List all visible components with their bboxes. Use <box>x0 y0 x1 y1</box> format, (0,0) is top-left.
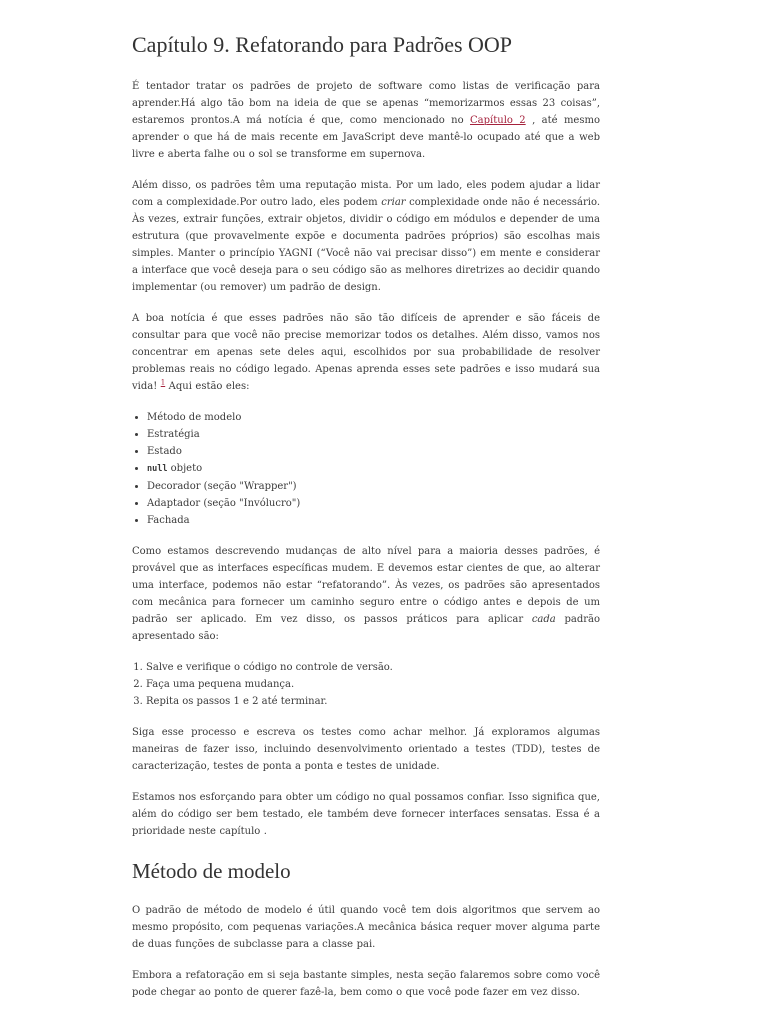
paragraph-reputation <box>132 177 600 296</box>
paragraph-text: Como estamos descrevendo mudanças de alto nível para a maioria desses padrões, é provável que as interfaces específicas mudem. E devemos estar cientes de que, ao alterar uma interface, podemos não estar “refatorando”. Às vezes, os padrões são apresentados com mecânica para fornecer um caminho seguro entre o código antes e depois de um padrão ser aplicado. Em vez disso, os passos práticos para aplicar <box>132 546 600 625</box>
emphasis-text: cada <box>531 614 556 625</box>
emphasis-text: criar <box>381 197 406 208</box>
paragraph-text: padrão apresentado são: <box>132 614 600 642</box>
paragraph-priority: Estamos nos esforçando para obter um código no qual possamos confiar. Isso significa que, além do código ser bem testado, ele também deve fornecer interfaces sensatas. Essa é a prioridade neste capítulo . <box>132 792 600 837</box>
paragraph-good-news <box>132 310 600 395</box>
list-item: • Estado <box>147 443 600 460</box>
chapter-title: Capítulo 9. Refatorando para Padrões OOP <box>132 32 513 57</box>
list-item: 3. Repita os passos 1 e 2 até terminar. <box>146 693 600 710</box>
section-title: Método de modelo <box>132 859 291 883</box>
paragraph-tests: Siga esse processo e escreva os testes como achar melhor. Já exploramos algumas maneiras de fazer isso, incluindo desenvolvimento orientado a testes (TDD), testes de caracterização, testes de ponta a ponta e testes de unidade. <box>132 727 600 772</box>
list-item: • Método de modelo <box>147 409 600 426</box>
steps-list <box>132 659 600 710</box>
paragraph-refactoring: Embora a refatoração em si seja bastante simples, nesta seção falaremos sobre como você pode chegar ao ponto de querer fazê-la, bem como o que você pode fazer em vez disso. <box>132 970 600 998</box>
chapter-2-link[interactable]: Capítulo 2 <box>470 115 526 126</box>
paragraph-text: Além disso, os padrões têm uma reputação mista. Por um lado, eles podem ajudar a lidar com a complexidade.Por outro lado, eles podem <box>132 180 600 208</box>
paragraph-text: A boa notícia é que esses padrões não são tão difíceis de aprender e são fáceis de consultar para que você não precise memorizar todos os detalhes. Além disso, vamos nos concentrar em apenas sete deles aqui, escolhidos por sua probabilidade de resolver problemas reais no código legado. Apenas aprenda esses sete padrões e isso mudará sua vida! <box>132 313 600 392</box>
paragraph-text: É tentador tratar os padrões de projeto de software como listas de verificação para aprender.Há algo tão bom na ideia de que se apenas “memorizarmos essas 23 coisas”, estaremos prontos.A má notícia é que, como mencionado no <box>132 81 600 126</box>
patterns-list <box>132 409 600 529</box>
footnote-1-link[interactable]: 1 <box>160 378 166 387</box>
paragraph-intro <box>132 78 600 163</box>
paragraph-template-method: O padrão de método de modelo é útil quando você tem dois algoritmos que servem ao mesmo propósito, com pequenas variações.A mecânica básica requer mover alguma parte de duas funções de subclasse para a classe pai. <box>132 905 600 950</box>
paragraph-text: , até mesmo aprender o que há de mais recente em JavaScript deve mantê-lo ocupado até que a web livre e aberta falhe ou o sol se transforme em supernova. <box>132 115 600 160</box>
paragraph-text: complexidade onde não é necessário. Às vezes, extrair funções, extrair objetos, dividir o código em módulos e depender de uma estrutura (que provavelmente expõe e documenta padrões próprios) são escolhas mais simples. Manter o princípio YAGNI (“Você não vai precisar disso”) em mente e considerar a interface que você deseja para o seu código são as melhores diretrizes ao decidir quando implementar (ou remover) um padrão de design. <box>132 197 600 293</box>
list-item: • Adaptador (seção "Invólucro") <box>147 495 600 512</box>
list-item: • Estratégia <box>147 426 600 443</box>
paragraph-text: Aqui estão eles: <box>165 381 250 392</box>
list-item <box>147 460 600 478</box>
list-item-text: objeto <box>167 463 203 474</box>
inline-code: null <box>147 464 168 474</box>
list-item: 2. Faça uma pequena mudança. <box>146 676 600 693</box>
paragraph-interfaces <box>132 543 600 645</box>
chapter-content <box>132 30 600 1001</box>
list-item: • Fachada <box>147 512 600 529</box>
list-item: • Decorador (seção "Wrapper") <box>147 478 600 495</box>
list-item: 1. Salve e verifique o código no controle de versão. <box>146 659 600 676</box>
